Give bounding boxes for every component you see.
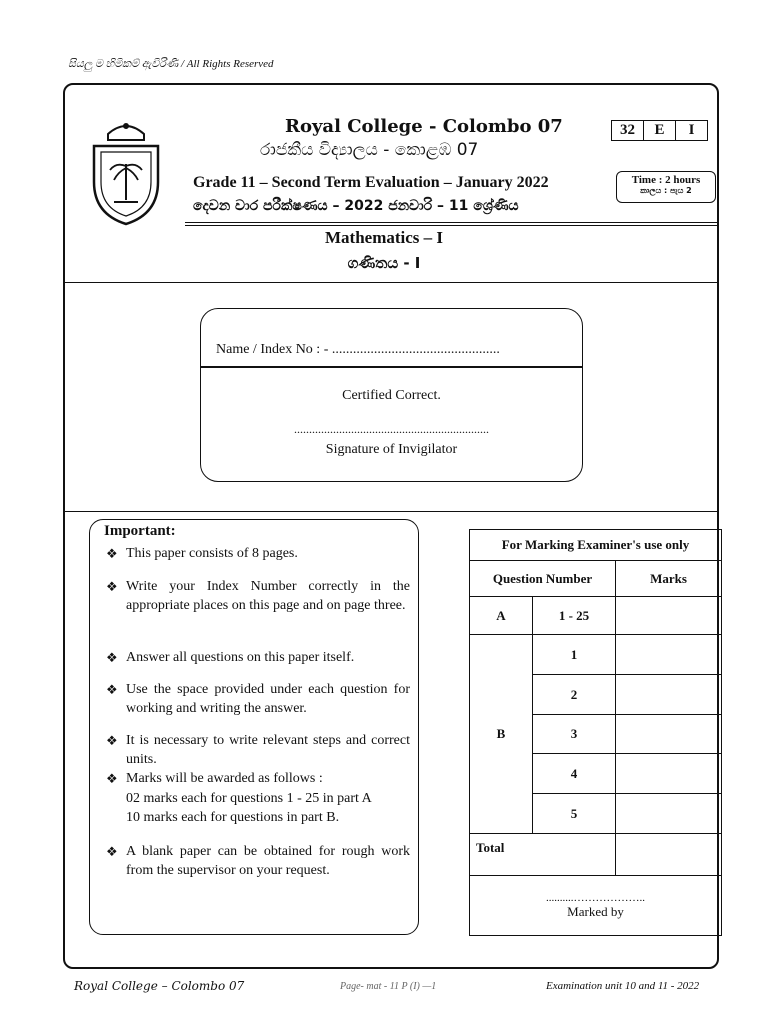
marks-detail-part-b: 10 marks each for questions in part B. [126,810,340,825]
footer-school-name: Royal College – Colombo 07 [74,979,245,993]
col-marks: Marks [616,561,722,597]
bullet-icon: ❖ [106,546,118,561]
paper-code-cell: I [675,121,707,140]
marked-by-label: Marked by [567,903,624,919]
marks-cell[interactable] [616,794,722,834]
question-number: 3 [533,715,616,754]
divider-candidate [63,511,719,512]
marks-cell[interactable] [616,754,722,794]
question-number: 5 [533,794,616,834]
name-index-field[interactable] [216,342,500,358]
exam-title-sinhala: දෙවන වාර පරීක්ෂණය – 2022 ජනවාරි – 11 ශ්‍රේණිය [193,198,519,214]
signature-line[interactable]: ................................................................. [294,422,489,436]
divider-title-double [185,225,719,226]
bullet-icon: ❖ [106,682,118,697]
paper-code-cell: E [643,121,675,140]
instruction-item: Answer all questions on this paper itself. [126,650,355,665]
bullet-icon: ❖ [106,771,118,786]
marks-cell[interactable] [616,597,722,635]
instruction-item: Use the space provided under each question for working and writing the answer. [126,682,410,716]
school-name-english: Royal College - Colombo 07 [285,116,563,137]
certified-correct-text: Certified Correct. [342,388,441,403]
marks-cell[interactable] [616,635,722,675]
subject-sinhala: ගණිතය - I [347,254,421,272]
marking-table-title: For Marking Examiner's use only [470,530,722,561]
col-question-number: Question Number [470,561,616,597]
candidate-box-divider [200,366,583,368]
name-dots: ................................................ [331,342,500,357]
divider-header [63,282,719,283]
instruction-item: Write your Index Number correctly in the appropriate places on this page and on page three. [126,579,410,613]
time-english: Time : 2 hours [631,174,701,186]
signature-label: Signature of Invigilator [325,442,458,457]
school-crest-logo [86,112,166,230]
paper-code-box [611,120,708,141]
total-marks-cell[interactable] [616,834,722,876]
time-box [616,171,716,203]
marks-cell[interactable] [616,715,722,754]
bullet-icon: ❖ [106,844,118,859]
subject-english: Mathematics – I [324,228,444,247]
name-label: Name / Index No : - [216,342,329,357]
school-name-sinhala: රාජකීය විද්‍යාලය - කොළඹ 07 [260,140,479,160]
marked-by-cell[interactable] [470,876,722,936]
footer-exam-unit: Examination unit 10 and 11 - 2022 [546,980,700,992]
part-b-label: B [470,635,533,834]
marks-detail-part-a: 02 marks each for questions 1 - 25 in part A [126,791,372,806]
marks-cell[interactable] [616,675,722,715]
instruction-item: It is necessary to write relevant steps and correct units. [126,733,410,767]
instruction-item: This paper consists of 8 pages. [126,546,298,561]
bullet-icon: ❖ [106,733,118,748]
paper-code-cell: 32 [620,122,635,138]
instruction-item: A blank paper can be obtained for rough work from the supervisor on your request. [126,844,410,878]
time-sinhala: කාලය : පැය 2 [640,186,692,195]
exam-title-english: Grade 11 – Second Term Evaluation – January 2022 [193,174,549,191]
marked-by-dots: ..........……………….. [546,891,645,904]
divider-title [185,222,719,223]
total-label: Total [470,834,616,876]
bullet-icon: ❖ [106,650,118,665]
part-a-range: 1 - 25 [533,597,616,635]
question-number: 2 [533,675,616,715]
instruction-item: Marks will be awarded as follows : [126,771,323,786]
question-number: 4 [533,754,616,794]
marking-table [469,529,722,936]
part-a-label: A [470,597,533,635]
footer-page-code: Page- mat - 11 P (I) —1 [340,981,437,992]
important-title: Important: [104,523,176,539]
question-number: 1 [533,635,616,675]
copyright-notice: සියලු ම හිමිකම් ඇවිරිණි / All Rights Reserved [68,58,274,70]
bullet-icon: ❖ [106,579,118,594]
